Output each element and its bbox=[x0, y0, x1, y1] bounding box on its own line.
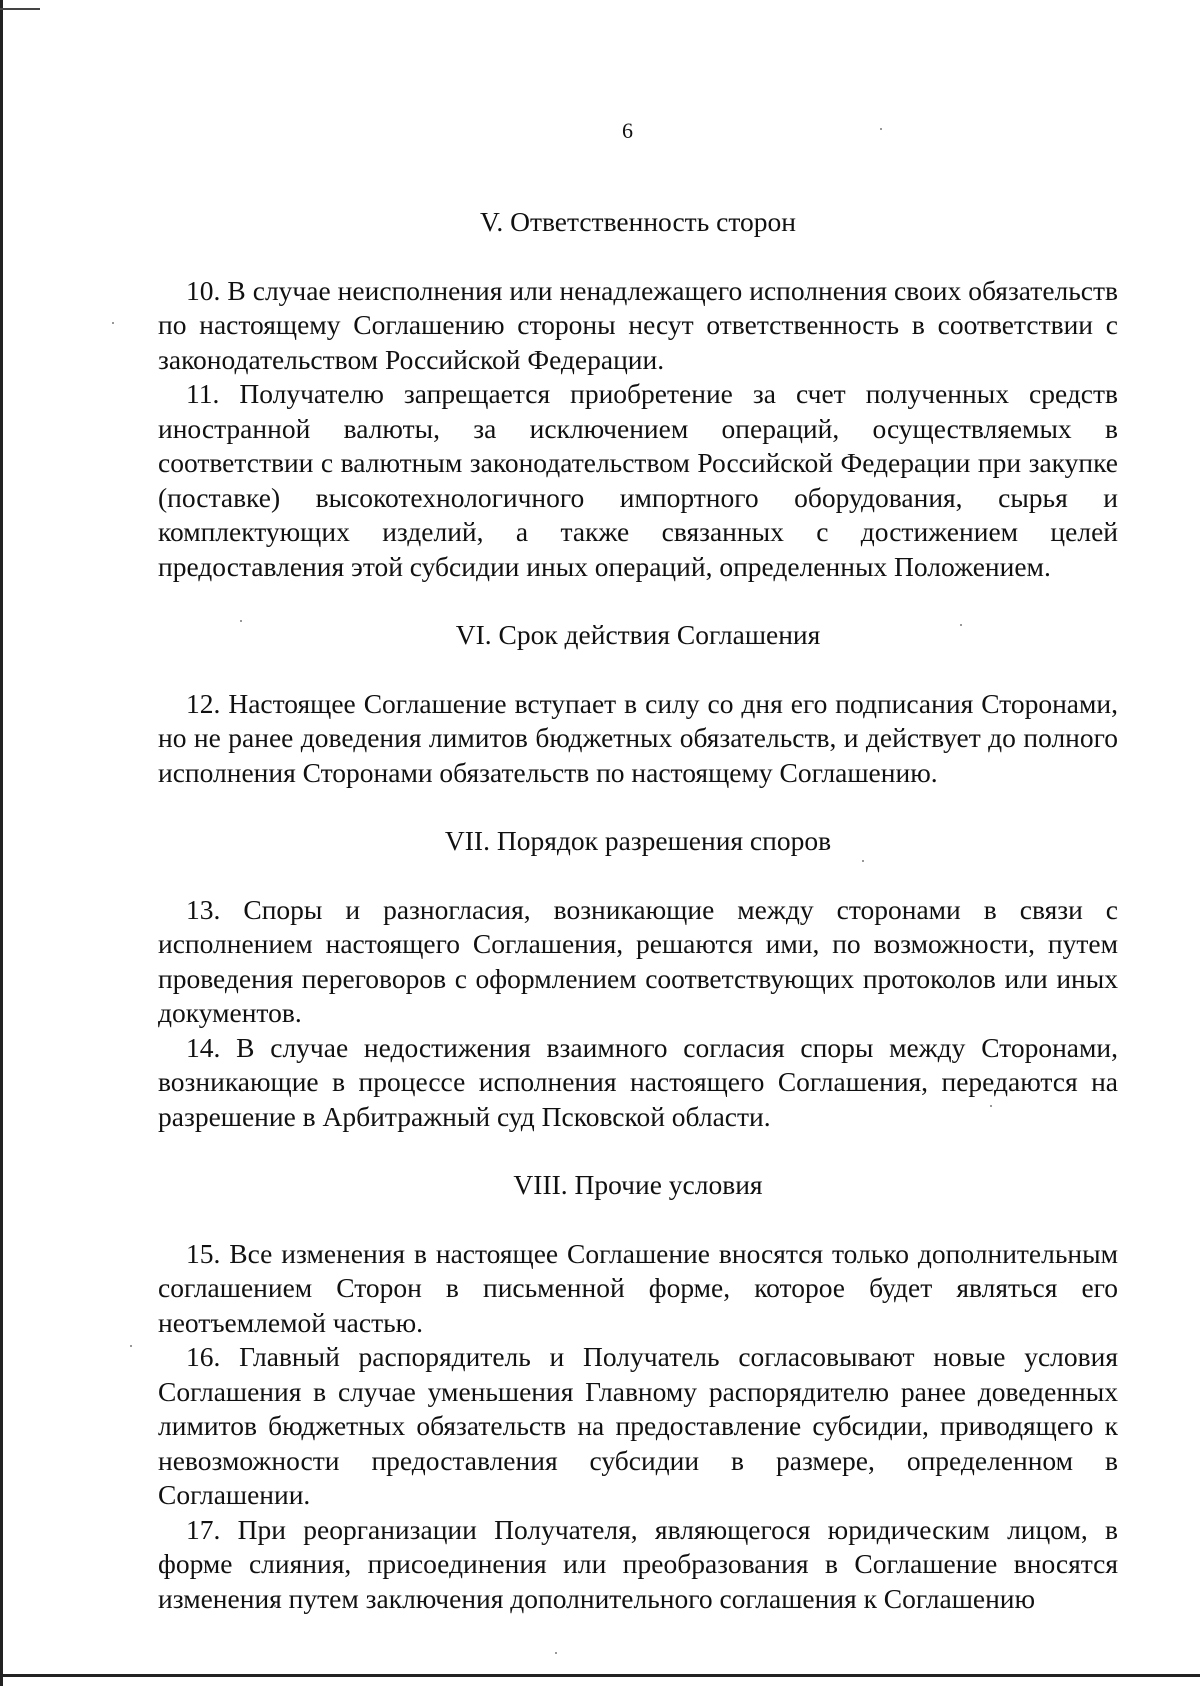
section-title: VII. Порядок разрешения споров bbox=[444, 825, 832, 856]
scan-speck bbox=[555, 1652, 557, 1654]
scan-speck bbox=[112, 322, 114, 324]
scan-border-left bbox=[0, 0, 3, 1686]
section-title: VIII. Прочие условия bbox=[513, 1169, 763, 1200]
clause-15: 15. Все изменения в настоящее Соглашение вносятся только дополнительным соглашением Сторон в письменной форме, которое будет являться его неотъемлемой частью. bbox=[158, 1237, 1118, 1338]
section-viii bbox=[158, 1168, 1118, 1616]
page-number: 6 bbox=[622, 118, 633, 143]
clause-14: 14. В случае недостижения взаимного согласия споры между Сторонами, возникающие в процессе исполнения настоящего Соглашения, передаются на разрешение в Арбитражный суд Псковской области. bbox=[158, 1031, 1118, 1132]
section-title: V. Ответственность сторон bbox=[480, 206, 796, 237]
section-vii bbox=[158, 824, 1118, 1134]
clause-13: 13. Споры и разногласия, возникающие между сторонами в связи с исполнением настоящего Соглашения, решаются ими, по возможности, путем проведения переговоров с оформлением соответствующих протоколов или иных документов. bbox=[158, 893, 1118, 1028]
section-vi bbox=[158, 618, 1118, 790]
document-body bbox=[158, 205, 1118, 1616]
scan-border-top bbox=[0, 8, 40, 10]
clause-11: 11. Получателю запрещается приобретение за счет полученных средств иностранной валюты, за исключением операций, осуществляемых в соответствии с валютным законодательством Российской Федерации при закупке (поставке) высокотехнологичного импортного оборудования, сырья и комплектующих изделий, а также связанных с достижением целей предоставления этой субсидии иных операций, определенных Положением. bbox=[158, 378, 1118, 582]
section-v bbox=[158, 205, 1118, 584]
scan-speck bbox=[130, 1345, 132, 1347]
clause-17: 17. При реорганизации Получателя, являющегося юридическим лицом, в форме слияния, присоединения или преобразования в Соглашение вносятся изменения путем заключения дополнительного соглашения к Соглашению bbox=[158, 1513, 1118, 1614]
clause-10: 10. В случае неисполнения или ненадлежащего исполнения своих обязательств по настоящему Соглашению стороны несут ответственность в соответствии с законодательством Российской Федерации. bbox=[158, 274, 1118, 375]
scan-speck bbox=[880, 128, 882, 130]
scan-border-bottom bbox=[0, 1674, 1200, 1677]
section-title: VI. Срок действия Соглашения bbox=[455, 619, 821, 650]
clause-16: 16. Главный распорядитель и Получатель согласовывают новые условия Соглашения в случае уменьшения Главному распорядителю ранее доведенных лимитов бюджетных обязательств на предоставление субсидии, приводящего к невозможности предоставления субсидии в размере, определенном в Соглашении. bbox=[158, 1341, 1118, 1510]
clause-12: 12. Настоящее Соглашение вступает в силу со дня его подписания Сторонами, но не ранее доведения лимитов бюджетных обязательств, и действует до полного исполнения Сторонами обязательств по настоящему Соглашению. bbox=[158, 687, 1118, 788]
